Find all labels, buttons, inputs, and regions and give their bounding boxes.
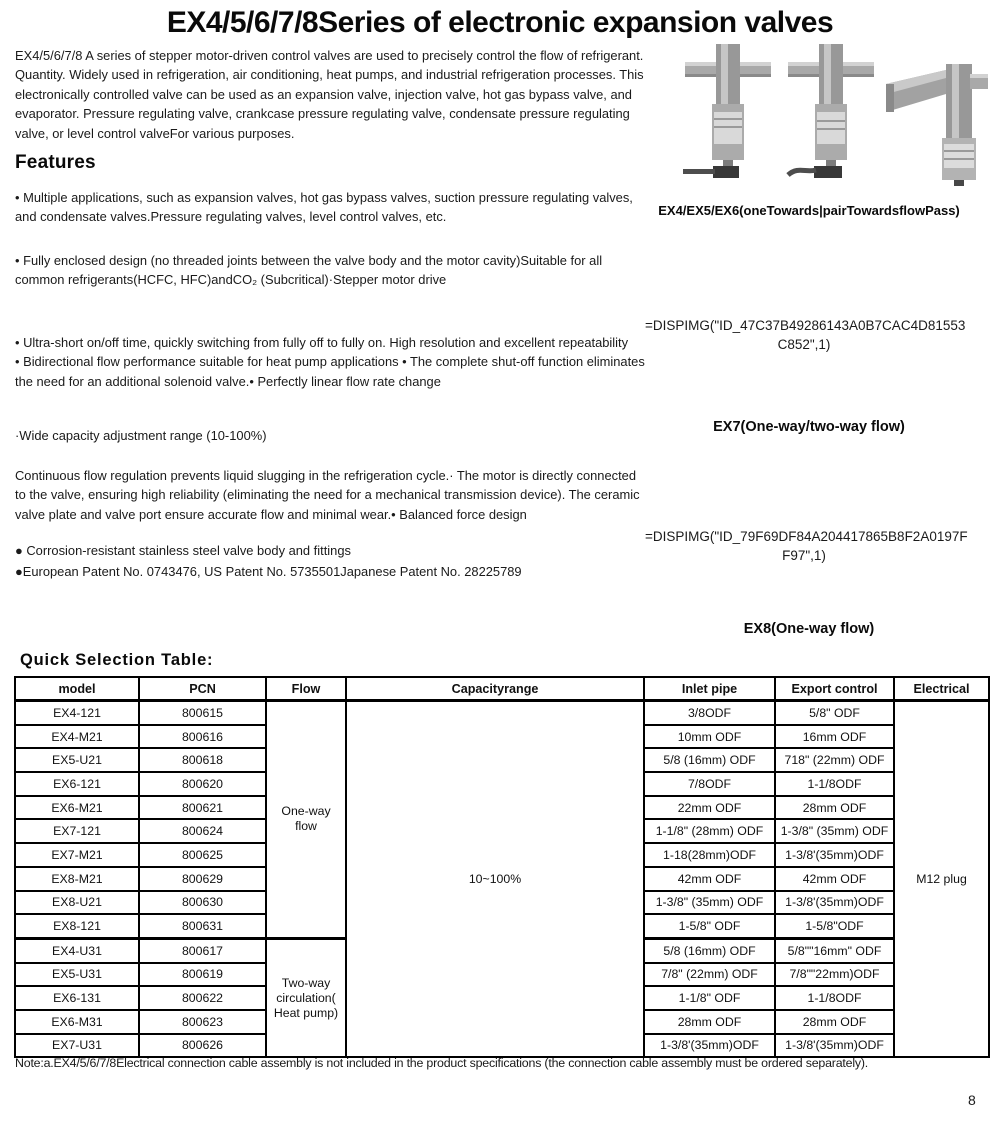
quick-selection-table bbox=[14, 676, 990, 1058]
export-control-cell: 1-1/8ODF bbox=[775, 772, 894, 796]
pcn-cell: 800618 bbox=[139, 748, 266, 772]
valve-photos-illustration bbox=[683, 38, 988, 188]
pcn-cell: 800615 bbox=[139, 701, 266, 725]
intro-paragraph: EX4/5/6/7/8 A series of stepper motor-driven control valves are used to precisely control the flow of refrigerant. Quantity. Widely used in refrigeration, air conditioning, heat pumps, and industrial refrigeration processes. This electronically controlled valve can be used as an expansion valve, injection valve, hot gas bypass valve, and evaporator. Pressure regulating valve, crankcase pressure regulating valve, condensate pressure regulating valve, or level control valveFor various purposes. bbox=[15, 48, 644, 141]
pcn-cell: 800620 bbox=[139, 772, 266, 796]
capacity-range-cell: 10~100% bbox=[346, 701, 644, 1058]
model-cell: EX7-121 bbox=[15, 819, 139, 843]
column-header: Export control bbox=[775, 677, 894, 701]
inlet-pipe-cell: 1-5/8" ODF bbox=[644, 914, 775, 938]
pcn-cell: 800619 bbox=[139, 963, 266, 987]
pcn-cell: 800623 bbox=[139, 1010, 266, 1034]
pcn-cell: 800625 bbox=[139, 843, 266, 867]
valve-image-2 bbox=[788, 44, 874, 178]
model-cell: EX4-M21 bbox=[15, 725, 139, 749]
column-header: model bbox=[15, 677, 139, 701]
model-cell: EX8-M21 bbox=[15, 867, 139, 891]
pcn-cell: 800621 bbox=[139, 796, 266, 820]
export-control-cell: 1-3/8'(35mm)ODF bbox=[775, 1034, 894, 1058]
export-control-cell: 1-3/8'(35mm)ODF bbox=[775, 891, 894, 915]
feature-paragraph-continuous-flow: Continuous flow regulation prevents liquid slugging in the refrigeration cycle.· The motor is directly connected to the valve, ensuring high reliability (eliminating the need for a mechanical transmission device). The ceramic valve plate and valve port ensure accurate flow and minimal wear.• Balanced force design bbox=[15, 468, 640, 522]
model-cell: EX4-121 bbox=[15, 701, 139, 725]
column-header: Flow bbox=[266, 677, 346, 701]
inlet-pipe-cell: 3/8ODF bbox=[644, 701, 775, 725]
pcn-cell: 800631 bbox=[139, 914, 266, 938]
page-title: EX4/5/6/7/8Series of electronic expansion valves bbox=[166, 6, 834, 39]
feature-bullet-ultra-short: • Ultra-short on/off time, quickly switching from fully off to fully on. High resolution and excellent repeatability bbox=[15, 335, 629, 350]
dispimg-formula-2 bbox=[645, 527, 968, 565]
model-cell: EX6-121 bbox=[15, 772, 139, 796]
export-control-cell: 1-3/8'(35mm)ODF bbox=[775, 843, 894, 867]
footnote: Note:a.EX4/5/6/7/8Electrical connection cable assembly is not included in the product specifications (the connection cable assembly must be ordered separately). bbox=[15, 1056, 869, 1070]
inlet-pipe-cell: 5/8 (16mm) ODF bbox=[644, 938, 775, 962]
inlet-pipe-cell: 28mm ODF bbox=[644, 1010, 775, 1034]
feature-bullet-switching-block bbox=[15, 333, 648, 391]
feature-bullet-patents: ●European Patent No. 0743476, US Patent No. 5735501Japanese Patent No. 28225789 bbox=[15, 564, 522, 579]
dispimg-formula-1-line1: =DISPIMG("ID_47C37B49286143A0B7CAC4D81553 bbox=[645, 318, 966, 333]
inlet-pipe-cell: 5/8 (16mm) ODF bbox=[644, 748, 775, 772]
export-control-cell: 28mm ODF bbox=[775, 796, 894, 820]
export-control-cell: 5/8""16mm" ODF bbox=[775, 938, 894, 962]
model-cell: EX6-131 bbox=[15, 986, 139, 1010]
inlet-pipe-cell: 42mm ODF bbox=[644, 867, 775, 891]
model-cell: EX8-121 bbox=[15, 914, 139, 938]
model-cell: EX4-U31 bbox=[15, 938, 139, 962]
feature-bullet-corrosion: ● Corrosion-resistant stainless steel valve body and fittings bbox=[15, 543, 351, 558]
model-cell: EX5-U31 bbox=[15, 963, 139, 987]
column-header: Inlet pipe bbox=[644, 677, 775, 701]
export-control-cell: 42mm ODF bbox=[775, 867, 894, 891]
model-cell: EX8-U21 bbox=[15, 891, 139, 915]
inlet-pipe-cell: 7/8ODF bbox=[644, 772, 775, 796]
column-header: Capacityrange bbox=[346, 677, 644, 701]
export-control-cell: 718" (22mm) ODF bbox=[775, 748, 894, 772]
pcn-cell: 800630 bbox=[139, 891, 266, 915]
dispimg-formula-2-line1: =DISPIMG("ID_79F69DF84A204417865B8F2A0197F bbox=[645, 529, 968, 544]
pcn-cell: 800624 bbox=[139, 819, 266, 843]
inlet-pipe-cell: 1-18(28mm)ODF bbox=[644, 843, 775, 867]
model-cell: EX7-U31 bbox=[15, 1034, 139, 1058]
pcn-cell: 800629 bbox=[139, 867, 266, 891]
caption-ex8: EX8(One-way flow) bbox=[743, 621, 875, 637]
inlet-pipe-cell: 1-1/8" ODF bbox=[644, 986, 775, 1010]
valve-image-3 bbox=[886, 64, 988, 186]
table-header-row bbox=[15, 677, 989, 701]
valve-product-photos bbox=[683, 38, 988, 188]
feature-bullet-bidirectional: • Bidirectional flow performance suitable for heat pump applications • The complete shut-off function eliminates the need for an additional solenoid valve.• Perfectly linear flow rate change bbox=[15, 354, 645, 389]
dispimg-formula-1-line2: C852",1) bbox=[777, 337, 831, 352]
feature-bullet-capacity-range: ·Wide capacity adjustment range (10-100%) bbox=[15, 428, 267, 443]
flow-cell: One-way flow bbox=[266, 701, 346, 939]
pcn-cell: 800616 bbox=[139, 725, 266, 749]
model-cell: EX7-M21 bbox=[15, 843, 139, 867]
inlet-pipe-cell: 22mm ODF bbox=[644, 796, 775, 820]
model-cell: EX5-U21 bbox=[15, 748, 139, 772]
export-control-cell: 1-5/8"ODF bbox=[775, 914, 894, 938]
features-heading: Features bbox=[15, 152, 96, 173]
caption-ex4-ex5-ex6: EX4/EX5/EX6(oneTowards|pairTowardsflowPass) bbox=[658, 203, 960, 218]
model-cell: EX6-M31 bbox=[15, 1010, 139, 1034]
export-control-cell: 1-3/8" (35mm) ODF bbox=[775, 819, 894, 843]
export-control-cell: 1-1/8ODF bbox=[775, 986, 894, 1010]
feature-bullet-applications: • Multiple applications, such as expansion valves, hot gas bypass valves, suction pressure regulating valves, and condensate valves.Pressure regulating valves, level control valves, etc. bbox=[15, 190, 633, 225]
column-header: PCN bbox=[139, 677, 266, 701]
export-control-cell: 5/8" ODF bbox=[775, 701, 894, 725]
inlet-pipe-cell: 1-1/8" (28mm) ODF bbox=[644, 819, 775, 843]
pcn-cell: 800622 bbox=[139, 986, 266, 1010]
table-row bbox=[15, 701, 989, 725]
table-heading: Quick Selection Table: bbox=[20, 651, 214, 669]
inlet-pipe-cell: 7/8" (22mm) ODF bbox=[644, 963, 775, 987]
export-control-cell: 7/8""22mm)ODF bbox=[775, 963, 894, 987]
pcn-cell: 800626 bbox=[139, 1034, 266, 1058]
inlet-pipe-cell: 1-3/8'(35mm)ODF bbox=[644, 1034, 775, 1058]
caption-ex7: EX7(One-way/two-way flow) bbox=[713, 419, 905, 435]
electrical-cell: M12 plug bbox=[894, 701, 989, 1058]
column-header: Electrical bbox=[894, 677, 989, 701]
page-number: 8 bbox=[968, 1092, 976, 1108]
dispimg-formula-1 bbox=[645, 316, 966, 354]
export-control-cell: 16mm ODF bbox=[775, 725, 894, 749]
model-cell: EX6-M21 bbox=[15, 796, 139, 820]
feature-bullet-enclosed-design: • Fully enclosed design (no threaded joints between the valve body and the motor cavity)Suitable for all common refrigerants(HCFC, HFC)andCO₂ (Subcritical)·Stepper motor drive bbox=[15, 253, 603, 288]
inlet-pipe-cell: 10mm ODF bbox=[644, 725, 775, 749]
dispimg-formula-2-line2: F97",1) bbox=[782, 548, 826, 563]
export-control-cell: 28mm ODF bbox=[775, 1010, 894, 1034]
valve-image-1 bbox=[683, 44, 771, 178]
pcn-cell: 800617 bbox=[139, 938, 266, 962]
inlet-pipe-cell: 1-3/8" (35mm) ODF bbox=[644, 891, 775, 915]
flow-cell: Two-way circulation( Heat pump) bbox=[266, 938, 346, 1057]
